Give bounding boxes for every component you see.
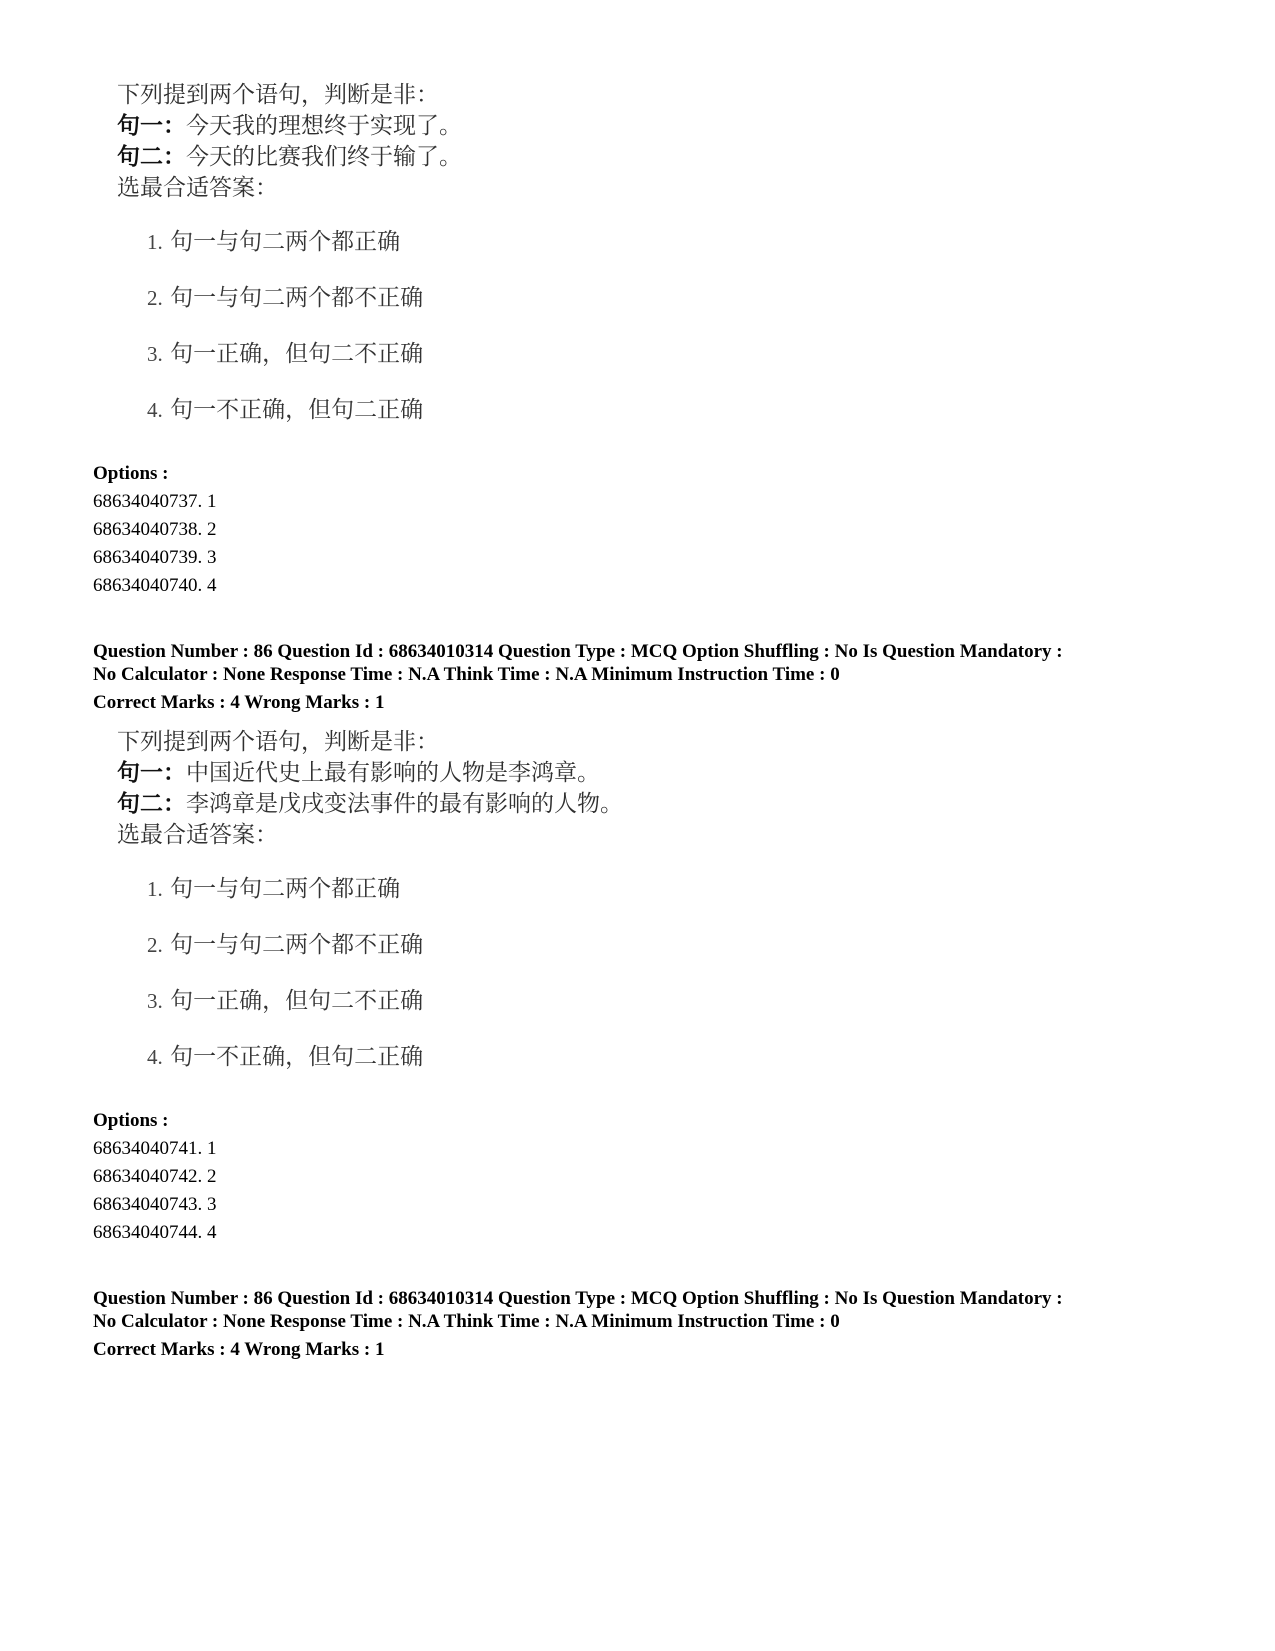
choice-number: 3. [147,989,163,1013]
sentence-one-label: 句一： [117,113,186,139]
sentence-one [117,758,677,789]
options-heading: Options : [93,1110,169,1131]
option-row: 68634040741. 1 [93,1138,217,1159]
question-intro: 下列提到两个语句，判断是非： [117,729,439,755]
question-prompt: 选最合适答案： [117,175,278,201]
choice-item [147,930,677,960]
meta-line: No Calculator : None Response Time : N.A Think Time : N.A Minimum Instruction Time : 0 [93,1311,840,1332]
choice-text: 句一与句二两个都不正确 [170,932,424,958]
sentence-two [117,142,677,173]
sentence-two [117,789,677,820]
choice-text: 句一正确，但句二不正确 [170,341,424,367]
sentence-one-text: 中国近代史上最有影响的人物是李鸿章。 [186,760,600,786]
sentence-two-label: 句二： [117,791,186,817]
choice-item [147,874,677,904]
choice-item [147,339,677,369]
choice-text: 句一与句二两个都正确 [170,229,401,255]
sentence-two-label: 句二： [117,144,186,170]
sentence-one-label: 句一： [117,760,186,786]
choice-item [147,283,677,313]
choice-number: 2. [147,933,163,957]
choice-text: 句一正确，但句二不正确 [170,988,424,1014]
option-row: 68634040742. 2 [93,1166,217,1187]
question-meta-2 [93,1287,1203,1361]
option-row: 68634040743. 3 [93,1194,217,1215]
choice-item [147,1042,677,1072]
meta-line: Question Number : 86 Question Id : 68634010314 Question Type : MCQ Option Shuffling : No Is Question Mandatory : [93,1288,1063,1309]
option-row: 68634040744. 4 [93,1222,217,1243]
question-intro: 下列提到两个语句，判断是非： [117,82,439,108]
choice-text: 句一不正确，但句二正确 [170,397,424,423]
option-row: 68634040740. 4 [93,575,217,596]
question-prompt: 选最合适答案： [117,822,278,848]
options-block-1 [93,460,217,600]
question-meta-1 [93,640,1203,714]
option-row: 68634040739. 3 [93,547,217,568]
choice-text: 句一与句二两个都正确 [170,876,401,902]
choice-number: 4. [147,1045,163,1069]
choice-number: 2. [147,286,163,310]
options-heading: Options : [93,463,169,484]
choice-list [117,227,677,425]
sentence-one-text: 今天我的理想终于实现了。 [186,113,462,139]
choice-list [117,874,677,1072]
choice-number: 3. [147,342,163,366]
marks-line: Correct Marks : 4 Wrong Marks : 1 [93,692,385,713]
question-image-1 [117,80,677,451]
choice-number: 1. [147,877,163,901]
choice-text: 句一与句二两个都不正确 [170,285,424,311]
choice-item [147,227,677,257]
meta-line: No Calculator : None Response Time : N.A Think Time : N.A Minimum Instruction Time : 0 [93,664,840,685]
question-image-2 [117,727,677,1098]
option-row: 68634040737. 1 [93,491,217,512]
choice-number: 1. [147,230,163,254]
option-row: 68634040738. 2 [93,519,217,540]
marks-line: Correct Marks : 4 Wrong Marks : 1 [93,1339,385,1360]
choice-number: 4. [147,398,163,422]
choice-item [147,986,677,1016]
sentence-two-text: 今天的比赛我们终于输了。 [186,144,462,170]
options-block-2 [93,1107,217,1247]
choice-item [147,395,677,425]
meta-line: Question Number : 86 Question Id : 68634010314 Question Type : MCQ Option Shuffling : No Is Question Mandatory : [93,641,1063,662]
sentence-two-text: 李鸿章是戊戌变法事件的最有影响的人物。 [186,791,623,817]
sentence-one [117,111,677,142]
choice-text: 句一不正确，但句二正确 [170,1044,424,1070]
